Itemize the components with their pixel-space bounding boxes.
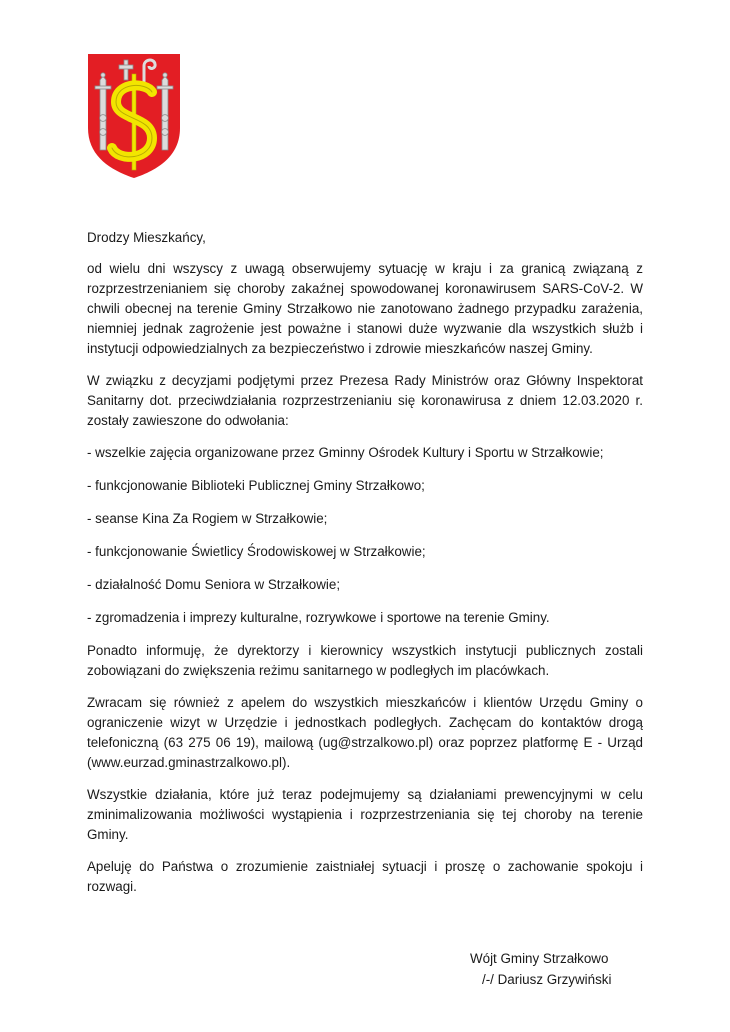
paragraph-prevention: Wszystkie działania, które już teraz podejmujemy są działaniami prewencyjnymi w celu zminimalizowania możliwości wystąpienia i rozprzestrzeniania się tej choroby na terenie Gminy.: [87, 787, 643, 842]
paragraph-closing-appeal: Apeluję do Państwa o zrozumienie zaistniałej sytuacji i proszę o zachowanie spokoju i rozwagi.: [87, 859, 643, 894]
signature-name: /-/ Dariusz Grzywiński: [482, 972, 612, 987]
letter-body: [87, 228, 643, 909]
greeting: Drodzy Mieszkańcy,: [87, 230, 206, 245]
signature-title: Wójt Gminy Strzałkowo: [470, 951, 609, 966]
list-item: - seanse Kina Za Rogiem w Strzałkowie;: [87, 511, 328, 526]
municipal-coat-of-arms-icon: [86, 52, 182, 180]
paragraph-situation: od wielu dni wszyscy z uwagą obserwujemy sytuację w kraju i za granicą związaną z rozprzestrzenianiem się choroby zakaźnej spowodowanej koronawirusem SARS-CoV-2. W chwili obecnej na terenie Gminy Strzałkowo nie zanotowano żadnego przypadku zarażenia, niemniej jednak zagrożenie jest poważne i stanowi duże wyzwanie dla wszystkich służb i instytucji odpowiedzialnych za bezpieczeństwo i zdrowie mieszkańców naszej Gminy.: [87, 261, 643, 356]
list-item: - wszelkie zajęcia organizowane przez Gminny Ośrodek Kultury i Sportu w Strzałkowie;: [87, 445, 604, 460]
paragraph-decisions: W związku z decyzjami podjętymi przez Prezesa Rady Ministrów oraz Główny Inspektorat Sanitarny dot. przeciwdziałania rozprzestrzenianiu się koronawirusa z dniem 12.03.2020 r. zostały zawieszone do odwołania:: [87, 373, 643, 428]
paragraph-appeal-contact: Zwracam się również z apelem do wszystkich mieszkańców i klientów Urzędu Gminy o ograniczenie wizyt w Urzędzie i jednostkach podległych. Zachęcam do kontaktów drogą telefoniczną (63 275 06 19), mailową (ug@strzalkowo.pl) oraz poprzez platformę E - Urząd (www.eurzad.gminastrzalkowo.pl).: [87, 695, 643, 770]
list-item: - zgromadzenia i imprezy kulturalne, rozrywkowe i sportowe na terenie Gminy.: [87, 610, 550, 625]
paragraph-institutions: Ponadto informuję, że dyrektorzy i kierownicy wszystkich instytucji publicznych zostali zobowiązani do zwiększenia reżimu sanitarnego w podległych im placówkach.: [87, 643, 643, 678]
list-item: - funkcjonowanie Świetlicy Środowiskowej w Strzałkowie;: [87, 544, 426, 559]
list-item: - funkcjonowanie Biblioteki Publicznej Gminy Strzałkowo;: [87, 478, 425, 493]
signature-block: [470, 948, 650, 990]
list-item: - działalność Domu Seniora w Strzałkowie;: [87, 577, 341, 592]
